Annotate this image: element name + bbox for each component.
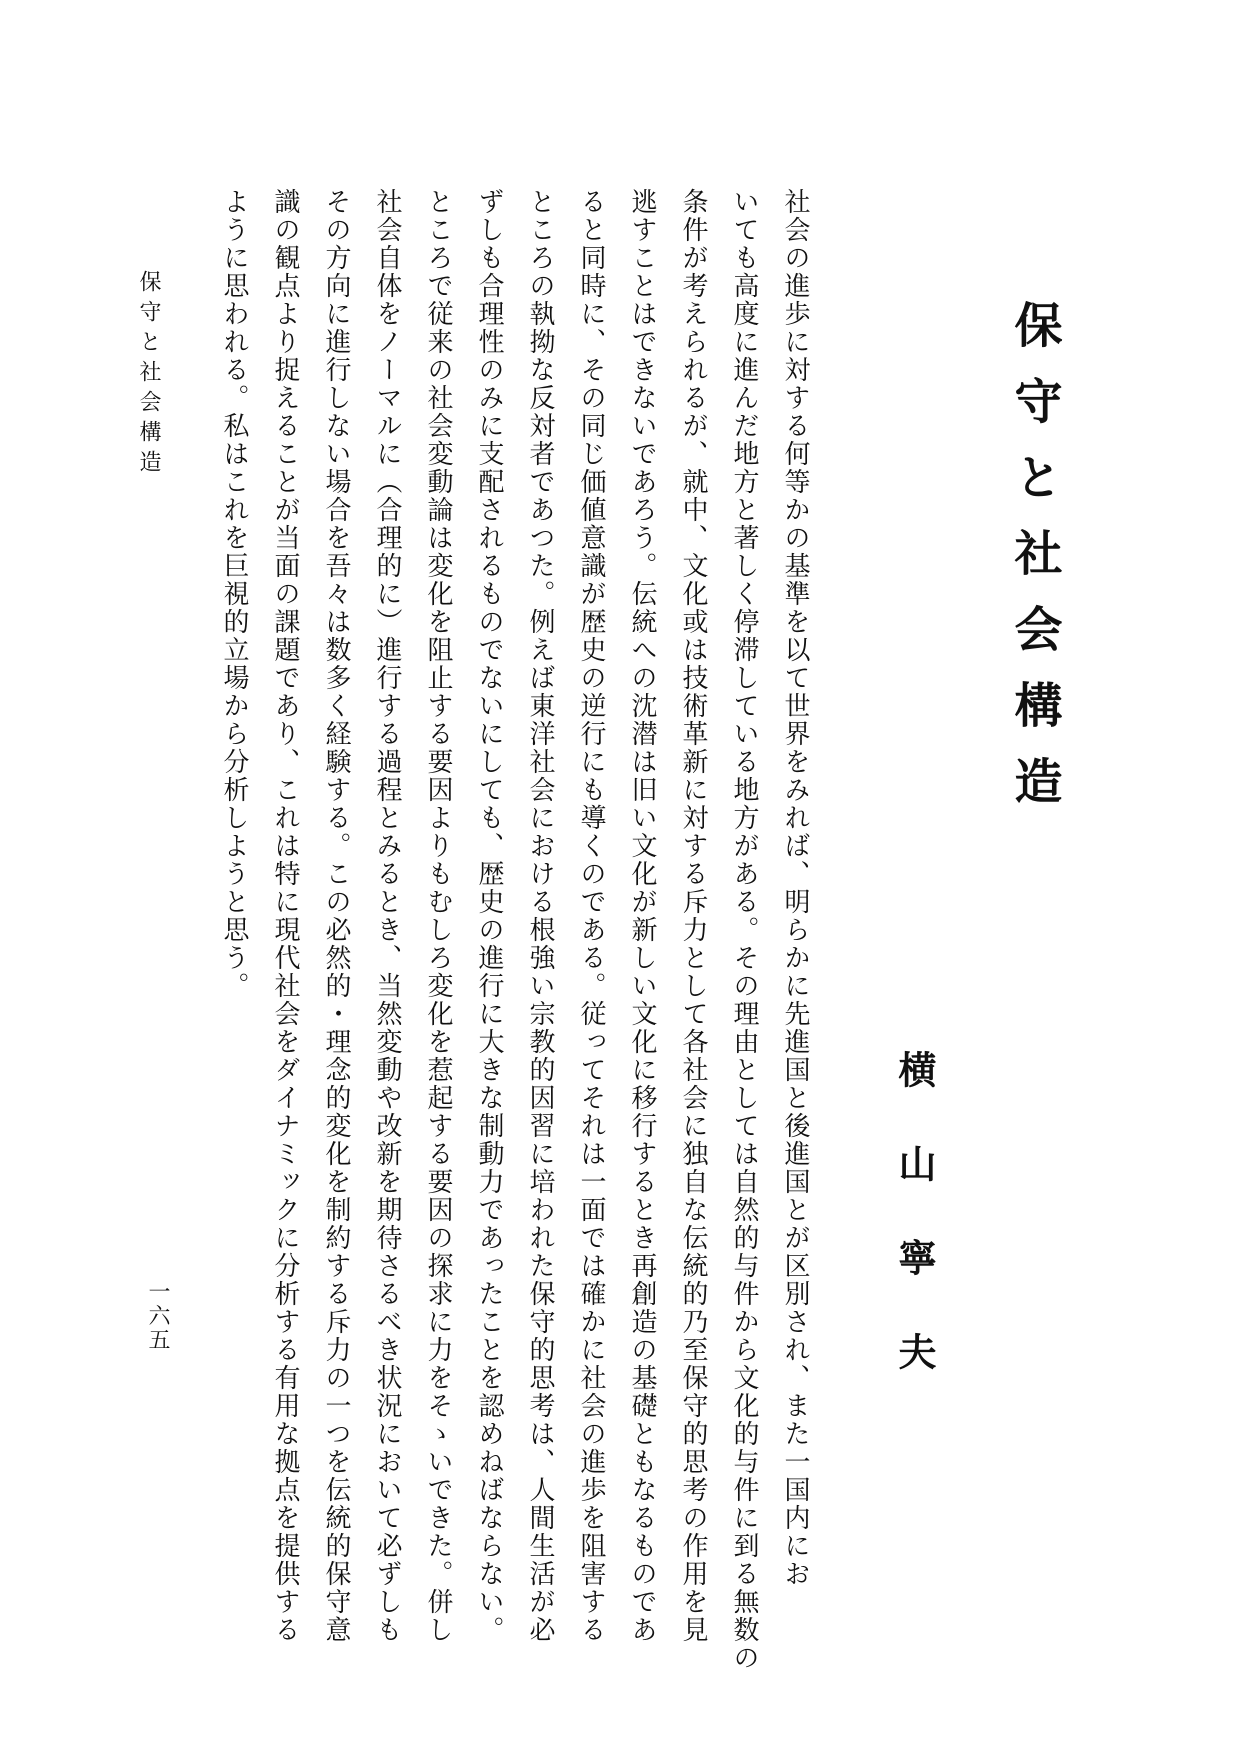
body-line: ると同時に、その同じ価値意識が歴史の逆行にも導くのである。従ってそれは一面では確かに社会の進歩を阻害する bbox=[576, 188, 606, 1644]
body-line: 社会自体をノーマルに（合理的に）進行する過程とみるとき、当然変動や改新を期待さるべき状況において必ずしも bbox=[372, 188, 402, 1644]
body-line: ずしも合理性のみに支配されるものでないにしても、歴史の進行に大きな制動力であったことを認めねばならない。 bbox=[474, 188, 504, 1644]
body-line: ところで従来の社会変動論は変化を阻止する要因よりもむしろ変化を惹起する要因の探求に力をそゝいできた。併し bbox=[423, 188, 453, 1644]
body-line: ところの執拗な反対者であつた。例えば東洋社会における根強い宗教的因習に培われた保守的思考は、人間生活が必 bbox=[525, 188, 555, 1644]
author-name: 横山寧夫 bbox=[892, 1050, 937, 1426]
article-title: 保守と社会構造 bbox=[1006, 300, 1062, 832]
body-line: ように思われる。私はこれを巨視的立場から分析しようと思う。 bbox=[219, 188, 249, 1000]
page-number: 一六五 bbox=[145, 1280, 170, 1352]
body-line: 社会の進歩に対する何等かの基準を以て世界をみれば、明らかに先進国と後進国とが区別され、また一国内にお bbox=[780, 188, 810, 1588]
body-text bbox=[208, 188, 820, 1672]
body-line: いても高度に進んだ地方と著しく停滞している地方がある。その理由としては自然的与件から文化的与件に到る無数の bbox=[729, 188, 759, 1672]
running-head: 保守と社会構造 bbox=[136, 270, 161, 480]
body-line: 条件が考えられるが、就中、文化或は技術革新に対する斥力として各社会に独自な伝統的乃至保守的思考の作用を見 bbox=[678, 188, 708, 1644]
body-line: その方向に進行しない場合を吾々は数多く経験する。この必然的・理念的変化を制約する斥力の一つを伝統的保守意 bbox=[321, 188, 351, 1644]
body-line: 逃すことはできないであろう。伝統への沈潜は旧い文化が新しい文化に移行するとき再創造の基礎ともなるものであ bbox=[627, 188, 657, 1644]
body-line: 識の観点より捉えることが当面の課題であり、これは特に現代社会をダイナミックに分析する有用な拠点を提供する bbox=[270, 188, 300, 1644]
